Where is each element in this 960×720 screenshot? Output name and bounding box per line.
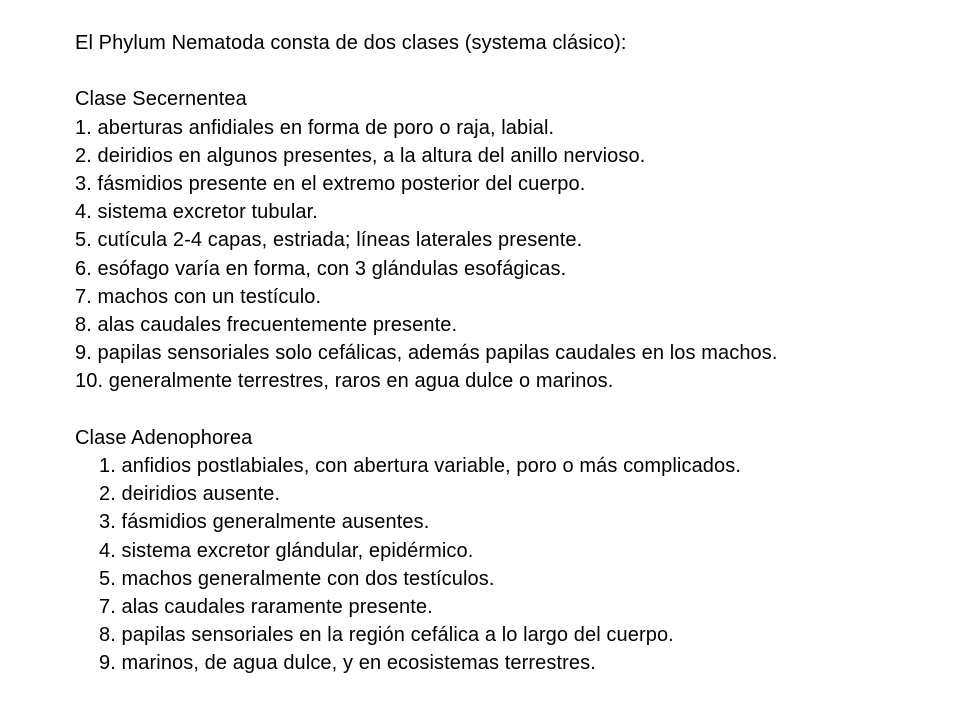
secernentea-item: 10. generalmente terrestres, raros en agua dulce o marinos. xyxy=(75,370,614,393)
adenophorea-item: 1. anfidios postlabiales, con abertura variable, poro o más complicados. xyxy=(99,455,741,478)
secernentea-item: 7. machos con un testículo. xyxy=(75,285,322,308)
adenophorea-item: 5. machos generalmente con dos testículos. xyxy=(99,567,495,590)
spacer xyxy=(75,396,935,424)
adenophorea-list xyxy=(75,452,935,678)
adenophorea-item: 3. fásmidios generalmente ausentes. xyxy=(99,511,430,534)
adenophorea-item: 9. marinos, de agua dulce, y en ecosistemas terrestres. xyxy=(99,652,596,675)
adenophorea-title: Clase Adenophorea xyxy=(75,426,253,449)
secernentea-item: 6. esófago varía en forma, con 3 glándulas esofágicas. xyxy=(75,257,567,280)
secernentea-item: 9. papilas sensoriales solo cefálicas, además papilas caudales en los machos. xyxy=(75,342,778,365)
secernentea-item: 4. sistema excretor tubular. xyxy=(75,201,318,224)
adenophorea-item: 4. sistema excretor glándular, epidérmico. xyxy=(99,539,474,562)
secernentea-list xyxy=(75,114,935,396)
adenophorea-item: 7. alas caudales raramente presente. xyxy=(99,596,433,619)
slide-text-body xyxy=(75,29,935,678)
secernentea-item: 8. alas caudales frecuentemente presente. xyxy=(75,314,458,337)
adenophorea-item: 8. papilas sensoriales en la región cefálica a lo largo del cuerpo. xyxy=(99,624,674,647)
secernentea-item: 5. cutícula 2-4 capas, estriada; líneas laterales presente. xyxy=(75,229,583,252)
spacer xyxy=(75,57,935,85)
intro-heading: El Phylum Nematoda consta de dos clases (systema clásico): xyxy=(75,32,627,54)
secernentea-item: 2. deiridios en algunos presentes, a la altura del anillo nervioso. xyxy=(75,144,646,167)
secernentea-title: Clase Secernentea xyxy=(75,88,247,111)
secernentea-item: 1. aberturas anfidiales en forma de poro o raja, labial. xyxy=(75,116,555,139)
secernentea-item: 3. fásmidios presente en el extremo posterior del cuerpo. xyxy=(75,173,586,195)
adenophorea-item: 2. deiridios ausente. xyxy=(99,483,281,506)
